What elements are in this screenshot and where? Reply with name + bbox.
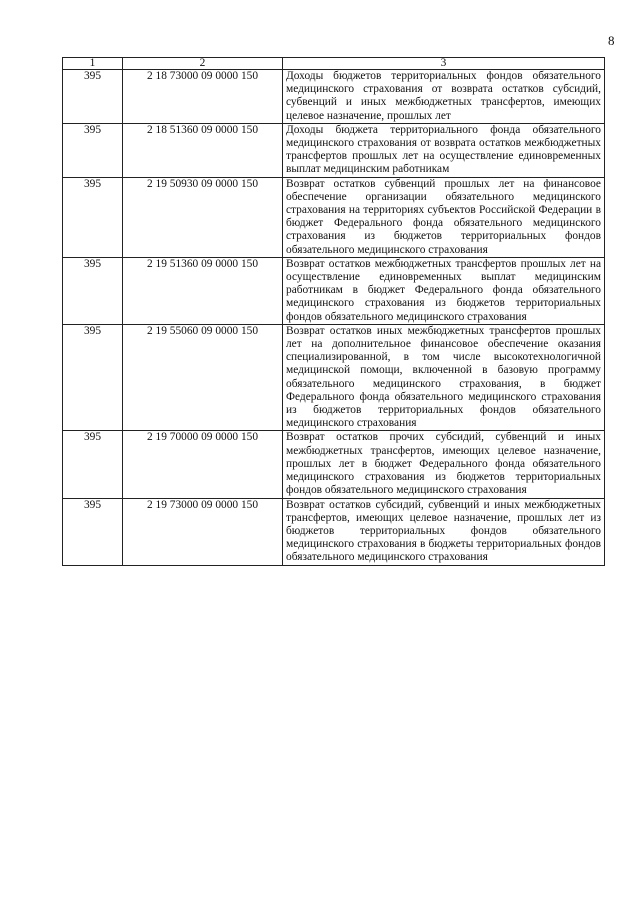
income-name-cell: Возврат остатков прочих субсидий, субвенций и иных межбюджетных трансфертов, имеющих целевое назначение, прошлых лет в бюджет Федерального фонда обязательного медицинского страхования из бюджетов территориальных фондов обязательного медицинского страхования xyxy=(283,431,605,498)
budget-code-cell: 2 19 70000 09 0000 150 xyxy=(123,431,283,498)
budget-code-cell: 2 18 73000 09 0000 150 xyxy=(123,70,283,124)
income-name-cell: Доходы бюджета территориального фонда обязательного медицинского страхования от возврата остатков межбюджетных трансфертов прошлых лет на осуществление единовременных выплат медицинским работникам xyxy=(283,123,605,177)
income-name-cell: Возврат остатков субсидий, субвенций и иных межбюджетных трансфертов, имеющих целевое назначение, прошлых лет из бюджетов территориальных фондов обязательного медицинского страхования в бюджеты территориальных фондов обязательного медицинского страхования xyxy=(283,498,605,565)
table-row xyxy=(63,123,605,177)
table-row xyxy=(63,177,605,257)
budget-code-cell: 2 19 55060 09 0000 150 xyxy=(123,324,283,431)
page-number: 8 xyxy=(608,33,615,48)
admin-code-cell: 395 xyxy=(63,257,123,324)
column-header-1: 1 xyxy=(63,58,123,70)
column-header-3: 3 xyxy=(283,58,605,70)
admin-code-cell: 395 xyxy=(63,123,123,177)
admin-code-cell: 395 xyxy=(63,498,123,565)
admin-code-cell: 395 xyxy=(63,431,123,498)
table-row xyxy=(63,498,605,565)
budget-classification-table xyxy=(62,57,605,566)
income-name-cell: Возврат остатков межбюджетных трансфертов прошлых лет на осуществление единовременных выплат медицинским работникам в бюджет Федерального фонда обязательного медицинского страхования из бюджетов территориальных фондов обязательного медицинского страхования xyxy=(283,257,605,324)
table-row xyxy=(63,324,605,431)
budget-code-cell: 2 19 73000 09 0000 150 xyxy=(123,498,283,565)
income-name-cell: Возврат остатков иных межбюджетных трансфертов прошлых лет на дополнительное финансовое обеспечение оказания специализированной, в том числе высокотехнологичной медицинской помощи, включенной в базовую программу обязательного медицинского страхования, в бюджет Федерального фонда обязательного медицинского страхования из бюджетов территориальных фондов обязательного медицинского страхования xyxy=(283,324,605,431)
admin-code-cell: 395 xyxy=(63,177,123,257)
income-name-cell: Возврат остатков субвенций прошлых лет на финансовое обеспечение организации обязательного медицинского страхования на территориях субъектов Российской Федерации в бюджет Федерального фонда обязательного медицинского страхования из бюджетов территориальных фондов обязательного медицинского страхования xyxy=(283,177,605,257)
budget-code-cell: 2 19 51360 09 0000 150 xyxy=(123,257,283,324)
income-name-cell: Доходы бюджетов территориальных фондов обязательного медицинского страхования от возврата остатков субсидий, субвенций и иных межбюджетных трансфертов, имеющих целевое назначение, прошлых лет xyxy=(283,70,605,124)
table-row xyxy=(63,70,605,124)
budget-code-cell: 2 18 51360 09 0000 150 xyxy=(123,123,283,177)
budget-code-cell: 2 19 50930 09 0000 150 xyxy=(123,177,283,257)
table-row xyxy=(63,431,605,498)
table-row xyxy=(63,257,605,324)
column-header-2: 2 xyxy=(123,58,283,70)
admin-code-cell: 395 xyxy=(63,70,123,124)
table-header-row xyxy=(63,58,605,70)
admin-code-cell: 395 xyxy=(63,324,123,431)
